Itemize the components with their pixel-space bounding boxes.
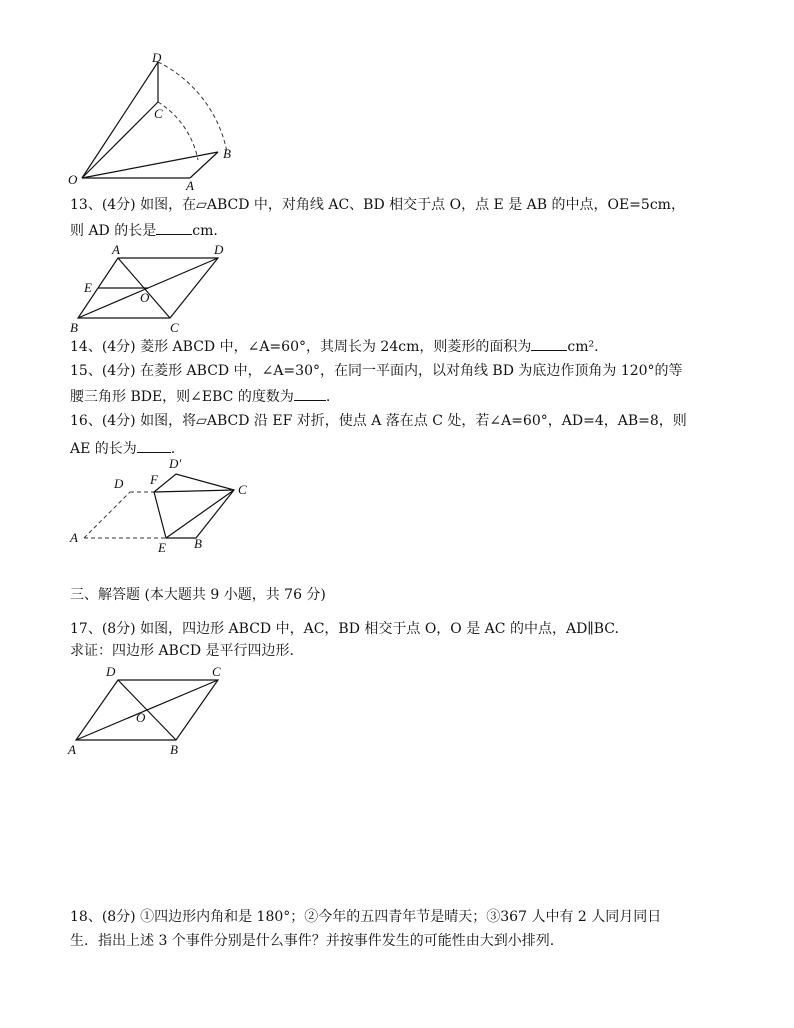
label-B: B: [70, 320, 78, 335]
dashed-arc-outer: [158, 62, 227, 152]
q16-line2-post: .: [170, 441, 176, 457]
segment-FC: [154, 490, 234, 492]
label-Dprime: D′: [169, 456, 182, 471]
folded-pentagon: [154, 474, 234, 538]
segment-EC: [166, 490, 234, 538]
label-D: D: [106, 664, 116, 679]
q13-line2-pre: 则 AD 的长是: [70, 223, 157, 239]
label-D: D: [214, 242, 224, 257]
figure-q13-svg: [70, 244, 230, 334]
figure-q17-svg: [66, 662, 236, 762]
q14-line: [70, 336, 599, 356]
q15-line1: 15、(4分) 在菱形 ABCD 中，∠A=30°，在同一平面内，以对角线 BD 为底边作顶角为 120°的等: [70, 363, 683, 379]
label-D: D: [152, 50, 162, 65]
label-O: O: [136, 710, 146, 725]
figure-q13: [70, 244, 230, 334]
q16-line2-pre: AE 的长为: [70, 441, 137, 457]
label-A: A: [186, 178, 194, 193]
label-A: A: [112, 242, 120, 257]
label-C: C: [154, 106, 163, 121]
q13-line1: 13、(4分) 如图，在▱ABCD 中，对角线 AC、BD 相交于点 O，点 E 是 AB 的中点，OE=5cm，: [70, 197, 685, 213]
figure-rotation: [60, 52, 240, 192]
label-C: C: [212, 664, 221, 679]
q15-line2-post: .: [325, 389, 331, 405]
label-A: A: [68, 742, 76, 757]
diagonal-BD: [118, 680, 176, 740]
segment-OB: [82, 152, 218, 178]
figure-q17: [66, 662, 236, 762]
label-O: O: [68, 172, 78, 187]
segment-OD: [82, 62, 158, 178]
label-B: B: [223, 146, 231, 161]
dashed-AD: [84, 492, 130, 538]
q13-line2-post: cm.: [192, 223, 218, 239]
q16-answer-blank: [137, 438, 171, 453]
q18-line1: 18、(8分) ①四边形内角和是 180°；②今年的五四青年节是晴天；③367 人中有 2 人同月同日: [70, 909, 662, 925]
figure-q16: [66, 454, 266, 554]
figure-rotation-svg: [60, 52, 240, 192]
q16-line1: 16、(4分) 如图，将▱ABCD 沿 EF 对折，使点 A 落在点 C 处，若∠A=60°，AD=4，AB=8，则: [70, 413, 687, 429]
label-B: B: [170, 742, 178, 757]
label-F: F: [150, 472, 158, 487]
q15-answer-blank: [294, 386, 326, 401]
q14-post: cm².: [567, 339, 599, 355]
figure-q16-svg: [66, 454, 266, 554]
label-A: A: [70, 530, 78, 545]
label-E: E: [158, 540, 166, 555]
section3-title: 三、解答题 (本大题共 9 小题，共 76 分): [70, 587, 326, 603]
segment-AB: [190, 152, 218, 178]
label-O: O: [140, 290, 150, 305]
label-E: E: [84, 280, 92, 295]
q13-line2: [70, 220, 218, 240]
q17-line1: 17、(8分) 如图，四边形 ABCD 中，AC，BD 相交于点 O，O 是 AC 的中点，AD∥BC.: [70, 621, 619, 637]
segment-OC: [82, 102, 158, 178]
q13-answer-blank: [156, 220, 192, 235]
q14-answer-blank: [531, 336, 567, 351]
dashed-arc-inner: [158, 102, 198, 160]
label-B: B: [194, 536, 202, 551]
q15-line2-pre: 腰三角形 BDE，则∠EBC 的度数为: [70, 389, 294, 405]
label-D: D: [114, 476, 124, 491]
q15-line2: [70, 386, 330, 406]
label-C: C: [238, 482, 247, 497]
label-C: C: [170, 320, 179, 335]
q18-line2: 生．指出上述 3 个事件分别是什么事件？并按事件发生的可能性由大到小排列.: [70, 933, 555, 949]
q17-line2: 求证：四边形 ABCD 是平行四边形.: [70, 643, 294, 659]
q14-pre: 14、(4分) 菱形 ABCD 中，∠A=60°，其周长为 24cm，则菱形的面积为: [70, 339, 532, 355]
